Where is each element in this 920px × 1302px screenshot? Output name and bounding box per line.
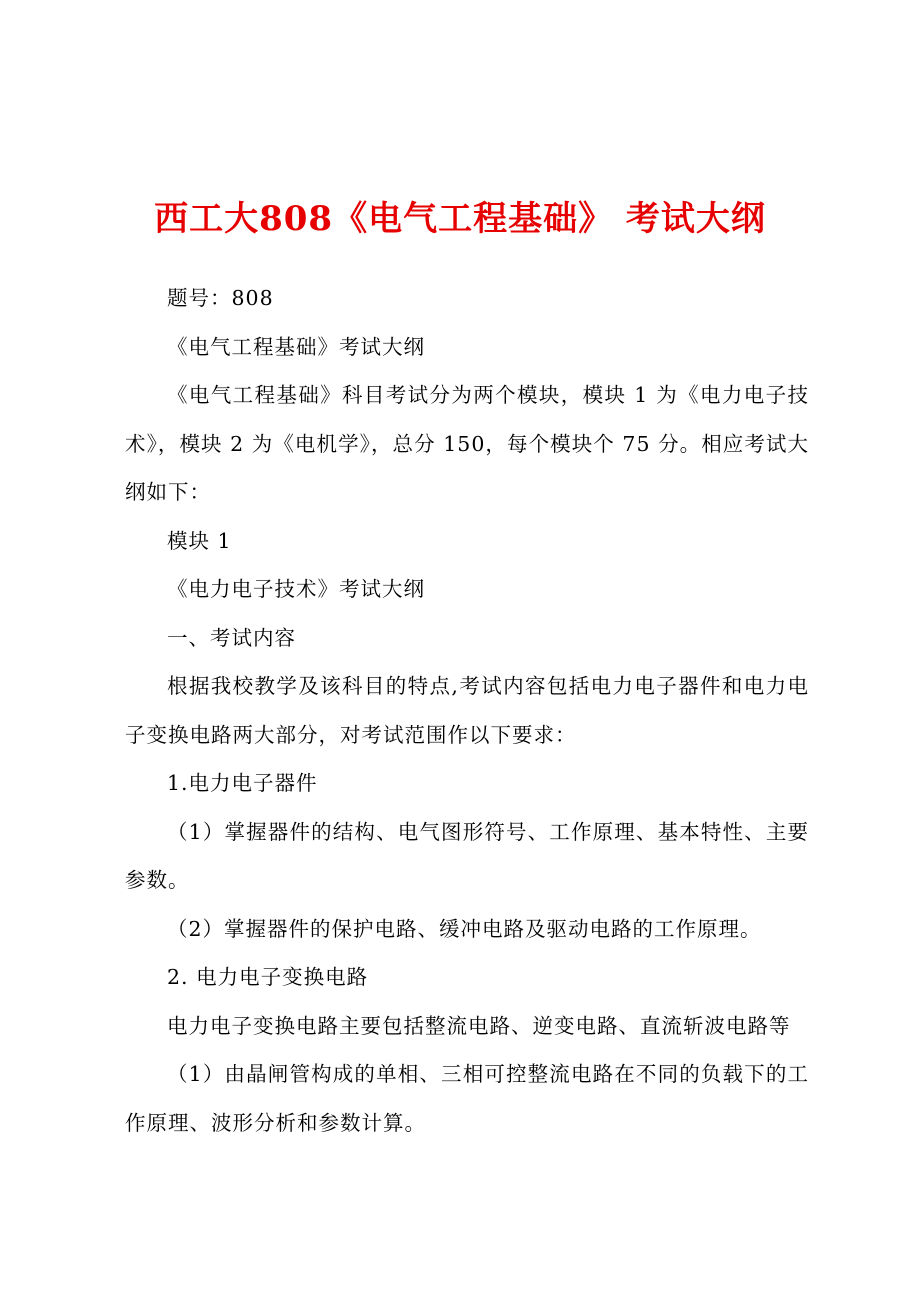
paragraph-circuits-description: 电力电子变换电路主要包括整流电路、逆变电路、直流斩波电路等 bbox=[167, 1013, 791, 1038]
paragraph-circuits-item-1: （1）由晶闸管构成的单相、三相可控整流电路在不同的负载下的工作原理、波形分析和参数计算。 bbox=[125, 1062, 809, 1135]
document-title: 西工大808《电气工程基础》 考试大纲 bbox=[154, 199, 766, 239]
paragraph-content-description: 根据我校教学及该科目的特点,考试内容包括电力电子器件和电力电子变换电路两大部分，对考试范围作以下要求： bbox=[125, 674, 809, 747]
paragraph-modules-intro: 《电气工程基础》科目考试分为两个模块，模块 1 为《电力电子技术》，模块 2 为《电机学》，总分 150，每个模块个 75 分。相应考试大纲如下： bbox=[125, 383, 809, 504]
paragraph-module-1: 模块 1 bbox=[167, 528, 232, 553]
paragraph-devices-heading: 1.电力电子器件 bbox=[167, 771, 318, 795]
paragraph-circuits-heading: 2. 电力电子变换电路 bbox=[167, 965, 369, 989]
paragraph-exam-code: 题号：808 bbox=[167, 286, 274, 310]
paragraph-devices-item-1: （1）掌握器件的结构、电气图形符号、工作原理、基本特性、主要参数。 bbox=[125, 819, 809, 892]
paragraph-power-electronics-heading: 《电力电子技术》考试大纲 bbox=[167, 577, 425, 601]
paragraph-section-1-heading: 一、考试内容 bbox=[167, 625, 296, 650]
document-body bbox=[125, 274, 809, 1147]
paragraph-syllabus-heading: 《电气工程基础》考试大纲 bbox=[167, 334, 425, 359]
paragraph-devices-item-2: （2）掌握器件的保护电路、缓冲电路及驱动电路的工作原理。 bbox=[167, 916, 762, 941]
